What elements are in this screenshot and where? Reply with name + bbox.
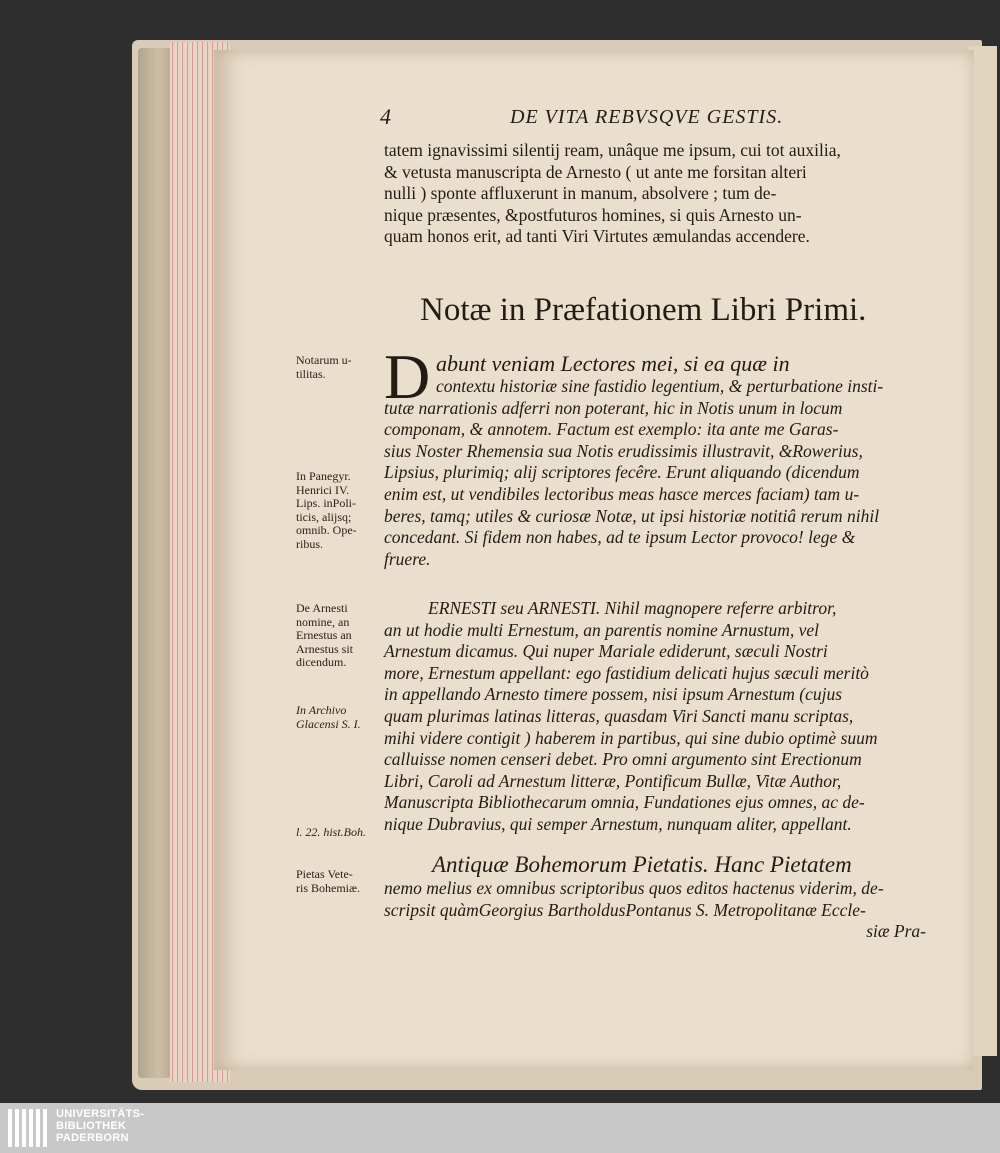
text-line: nique præsentes, &postfuturos homines, si quis Arnesto un- — [384, 204, 802, 225]
margin-note — [296, 602, 380, 670]
text-line: Manuscripta Bibliothecarum omnia, Fundationes ejus omnes, ac de- — [384, 792, 865, 813]
margin-note-line: De Arnesti — [296, 601, 348, 615]
margin-note-line: omnib. Ope- — [296, 523, 357, 537]
notes-paragraph-1 — [384, 352, 944, 570]
library-logo-text — [56, 1108, 144, 1144]
text-line: calluisse nomen censeri debet. Pro omni argumento sint Erectionum — [384, 749, 862, 770]
footer-bar — [0, 1103, 1000, 1153]
margin-note-line: Arnestus sit — [296, 641, 353, 656]
library-logo-icon — [8, 1109, 50, 1147]
text-line: nique Dubravius, qui semper Arnestum, nunquam aliter, appellant. — [384, 813, 852, 834]
margin-note-line: Glacensi S. I. — [296, 716, 361, 731]
text-line: scripsit quàmGeorgius BartholdusPontanus S. Metropolitanæ Eccle- — [384, 899, 866, 920]
text-line: more, Ernestum appellant: ego fastidium delicati hujus sæculi meritò — [384, 662, 869, 683]
page-number: 4 — [380, 104, 391, 129]
page-header — [380, 104, 940, 132]
notes-paragraph-2 — [384, 598, 944, 836]
margin-note — [296, 704, 380, 731]
text-line: fruere. — [384, 548, 431, 569]
margin-note — [296, 354, 380, 381]
logo-line: PADERBORN — [56, 1132, 129, 1144]
text-line: & vetusta manuscripta de Arnesto ( ut ante me forsitan alteri — [384, 161, 807, 182]
margin-note-line: Ernestus an — [296, 628, 352, 642]
text-line: beres, tamq; utiles & curiosæ Notæ, ut ipsi historiæ notitiâ rerum nihil — [384, 505, 880, 526]
margin-note-line: Notarum u- — [296, 353, 352, 367]
margin-note-line: ribus. — [296, 536, 323, 551]
text-line: nulli ) sponte affluxerunt in manum, absolvere ; tum de- — [384, 183, 777, 204]
text-line: enim est, ut vendibiles lectoribus meas hasce merces faciam) tam u- — [384, 483, 860, 504]
logo-line: BIBLIOTHEK — [56, 1120, 127, 1132]
margin-note-line: In Panegyr. — [296, 469, 351, 483]
text-line: sius Noster Rhemensia sua Notis erudissimis illustravit, &Rowerius, — [384, 440, 863, 461]
section-title: Notæ in Præfationem Libri Primi. — [420, 292, 867, 328]
margin-note-line: tilitas. — [296, 366, 326, 381]
margin-note-line: In Archivo — [296, 703, 347, 717]
text-line: Lipsius, plurimiq; alij scriptores fecêre. Erunt aliquando (dicendum — [384, 462, 860, 483]
margin-note-line: Pietas Vete- — [296, 867, 353, 881]
notes-paragraph-3 — [384, 852, 944, 943]
margin-note-line: dicendum. — [296, 655, 347, 669]
margin-note-line: Henrici IV. — [296, 482, 350, 497]
text-line: tatem ignavissimi silentij ream, unâque me ipsum, cui tot auxilia, — [384, 140, 841, 160]
text-line: Arnestum dicamus. Qui nuper Mariale ediderunt, sæculi Nostri — [384, 641, 828, 662]
text-line: mihi videre contigit ) haberem in partibus, qui sine dubio optimè suum — [384, 727, 878, 748]
drop-capital: D — [384, 341, 431, 412]
margin-note-line: nomine, an — [296, 614, 350, 629]
text-line: quam honos erit, ad tanti Viri Virtutes æmulandas accendere. — [384, 226, 810, 247]
text-line: Libri, Caroli ad Arnestum litteræ, Pontificum Bullæ, Vitæ Author, — [384, 770, 842, 791]
logo-line: UNIVERSITÄTS- — [56, 1108, 145, 1120]
margin-note-line: l. 22. hist.Boh. — [296, 825, 367, 839]
text-line: ERNESTI seu ARNESTI. Nihil magnopere referre arbitror, — [428, 598, 837, 618]
catchword-line: siæ Pra- — [866, 921, 926, 942]
margin-note — [296, 826, 380, 840]
margin-note-line: Lips. inPoli- — [296, 496, 357, 510]
margin-note — [296, 868, 380, 895]
running-title: DE VITA REBVSQVE GESTIS. — [510, 106, 784, 128]
subheading-line: Antiquæ Bohemorum Pietatis. Hanc Pietatem — [432, 852, 852, 877]
text-line: in appellando Arnesto timere possem, nisi ipsum Arnestum (cujus — [384, 684, 843, 705]
margin-note — [296, 470, 380, 551]
text-line: tutæ narrationis adferri non poterant, hic in Notis unum in locum — [384, 397, 843, 418]
text-line: an ut hodie multi Ernestum, an parentis nomine Arnustum, vel — [384, 619, 820, 640]
margin-note-line: ris Bohemiæ. — [296, 880, 361, 895]
text-line: quam plurimas latinas litteras, quasdam Viri Sancti manu scriptas, — [384, 705, 854, 726]
book-spine — [138, 48, 172, 1078]
text-line: nemo melius ex omnibus scriptoribus quos editos hactenus viderim, de- — [384, 878, 884, 898]
margin-note-line: ticis, alijsq; — [296, 509, 352, 524]
text-line: concedant. Si fidem non habes, ad te ipsum Lector provoco! lege & — [384, 527, 856, 548]
text-line: contextu historiæ sine fastidio legentium, & perturbatione insti- — [436, 376, 884, 396]
text-line: componam, & annotem. Factum est exemplo: ita ante me Garas- — [384, 419, 839, 440]
top-paragraph — [384, 140, 944, 248]
text-line: abunt veniam Lectores mei, si ea quæ in — [436, 351, 790, 376]
